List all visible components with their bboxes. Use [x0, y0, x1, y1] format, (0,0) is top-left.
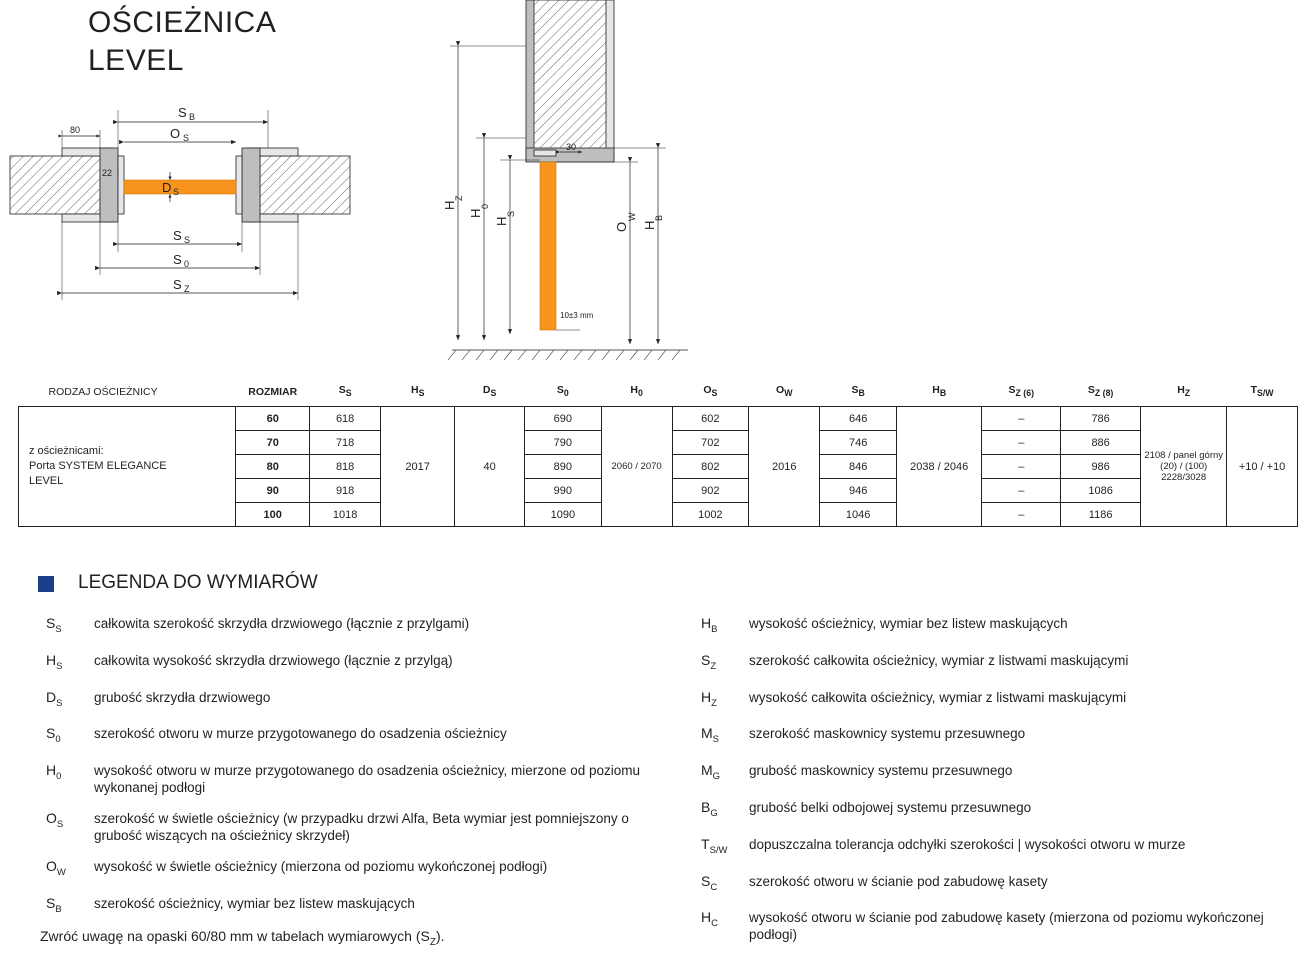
th-s0: $S_0$ — [556, 384, 569, 399]
cell-sz8: 786 — [1061, 407, 1141, 431]
th-h0: $H_0$ — [630, 384, 643, 399]
th-sz6: $S_{Z (6)}$ — [1008, 384, 1034, 399]
cell-s0: 690 — [525, 407, 602, 431]
cell-sz6: – — [982, 455, 1061, 479]
svg-text:S: S — [183, 133, 190, 143]
legend-item — [695, 799, 1295, 822]
legend-item-text: szerokość w świetle ościeżnicy (w przypadku drzwi Alfa, Beta wymiar jest pomniejszony o grubość wiszących na ościeżnicy skrzydeł) — [94, 811, 629, 844]
cell-sz8: 1186 — [1061, 503, 1141, 527]
legend-item — [40, 615, 660, 638]
legend-item-symbol: $H_C$ — [701, 909, 718, 930]
cell-os: 902 — [672, 479, 749, 503]
footnote-sub: Z — [429, 936, 436, 948]
legend-item-text: wysokość całkowita ościeżnicy, wymiar z listwami maskującymi — [749, 689, 1127, 705]
cell-os: 702 — [672, 431, 749, 455]
svg-text:S: S — [184, 235, 191, 245]
legend-item-text: dopuszczalna tolerancja odchyłki szerokości | wysokości otworu w murze — [749, 836, 1186, 852]
svg-text:S: S — [173, 228, 182, 243]
legend-item — [695, 652, 1295, 675]
legend-item-symbol: $H_Z$ — [701, 688, 717, 709]
th-hz: $H_Z$ — [1177, 384, 1191, 399]
cell-rozmiar: 80 — [236, 455, 310, 479]
cell-sz6: – — [982, 431, 1061, 455]
legend-item-text: całkowita wysokość skrzydła drzwiowego (łącznie z przylgą) — [94, 652, 453, 668]
legend-item-symbol: $S_0$ — [46, 725, 61, 746]
legend-item-symbol: $S_C$ — [701, 872, 718, 893]
legend-item — [695, 689, 1295, 712]
cell-sz6: – — [982, 479, 1061, 503]
cell-ss: 618 — [310, 407, 381, 431]
legend-item-symbol: $H_S$ — [46, 651, 63, 672]
cell-ds: 40 — [455, 407, 525, 527]
legend-item-text: całkowita szerokość skrzydła drzwiowego (łącznie z przylgami) — [94, 616, 470, 631]
legend-item-text: grubość maskownicy systemu przesuwnego — [749, 763, 1013, 779]
table-row — [19, 407, 1298, 431]
table-header-row — [19, 380, 1298, 407]
th-rodzaj: RODZAJ OŚCIEŻNICY — [48, 386, 158, 399]
svg-text:H: H — [442, 200, 457, 210]
legend-item-symbol: $D_S$ — [46, 688, 63, 709]
svg-text:S: S — [173, 187, 180, 197]
svg-text:Z: Z — [184, 284, 190, 294]
cell-h0: 2060 / 2070 — [601, 407, 672, 527]
th-tsw: $T_{S/W}$ — [1250, 384, 1274, 399]
svg-text:0: 0 — [184, 259, 190, 269]
footnote-text-after: ). — [435, 928, 445, 944]
legend-item-text: grubość skrzydła drzwiowego — [94, 689, 271, 705]
cell-s0: 890 — [525, 455, 602, 479]
legend-item — [40, 652, 660, 675]
legend-item-symbol: $S_Z$ — [701, 651, 717, 672]
legend-item-symbol: $M_S$ — [701, 725, 720, 746]
legend-item-symbol: $H_B$ — [701, 615, 718, 635]
type-label-line: LEVEL — [29, 475, 64, 488]
cell-ow: 2016 — [749, 407, 820, 527]
svg-text:H: H — [468, 208, 483, 218]
legend-item-text: szerokość ościeżnicy, wymiar bez listew maskujących — [94, 895, 415, 911]
legend-item-text: wysokość otworu w ścianie pod zabudowę kasety (mierzona od poziomu wykończonej podłogi) — [749, 910, 1264, 943]
cell-sb: 1046 — [820, 503, 897, 527]
cell-ss: 718 — [310, 431, 381, 455]
cell-sb: 846 — [820, 455, 897, 479]
cell-type — [19, 407, 236, 527]
legend-item — [695, 615, 1295, 638]
cell-os: 602 — [672, 407, 749, 431]
cell-hs: 2017 — [381, 407, 455, 527]
legend-item-text: szerokość otworu w ścianie pod zabudowę kasety — [749, 873, 1048, 889]
cell-sb: 646 — [820, 407, 897, 431]
legend-title: LEGENDA DO WYMIARÓW — [78, 572, 318, 593]
legend-item-text: grubość belki odbojowej systemu przesuwnego — [749, 799, 1032, 815]
legend-item-symbol: $S_B$ — [46, 894, 62, 915]
cell-hb: 2038 / 2046 — [896, 407, 982, 527]
cell-tsw: +10 / +10 — [1227, 407, 1298, 527]
legend-column-right — [695, 615, 1295, 957]
legend-item-symbol: $O_W$ — [46, 858, 66, 878]
cell-sb: 946 — [820, 479, 897, 503]
legend-item — [695, 909, 1295, 943]
th-ss: $S_S$ — [338, 384, 352, 399]
legend-item — [695, 725, 1295, 748]
legend-item-text: szerokość otworu w murze przygotowanego do osadzenia ościeżnicy — [94, 726, 507, 742]
legend-item-text: szerokość maskownicy systemu przesuwnego — [749, 726, 1026, 742]
legend-item-text: wysokość ościeżnicy, wymiar bez listew maskujących — [749, 616, 1068, 631]
cell-rozmiar: 100 — [236, 503, 310, 527]
cell-sb: 746 — [820, 431, 897, 455]
svg-text:H: H — [494, 216, 509, 226]
cell-ss: 818 — [310, 455, 381, 479]
cell-sz8: 986 — [1061, 455, 1141, 479]
type-label-line: z ościeżnicami: — [29, 445, 104, 458]
svg-text:O: O — [170, 126, 181, 141]
cell-s0: 1090 — [525, 503, 602, 527]
legend-item — [695, 762, 1295, 785]
type-label-line: Porta SYSTEM ELEGANCE — [29, 460, 167, 473]
cell-sz6: – — [982, 407, 1061, 431]
cell-os: 1002 — [672, 503, 749, 527]
title-line-2: LEVEL — [88, 44, 184, 77]
legend-item-symbol: $O_S$ — [46, 810, 64, 830]
legend-item-symbol: $H_0$ — [46, 762, 62, 782]
cell-rozmiar: 70 — [236, 431, 310, 455]
svg-text:D: D — [162, 180, 172, 195]
svg-text:O: O — [614, 221, 629, 232]
legend-item — [40, 725, 660, 748]
svg-text:Z: Z — [454, 195, 464, 201]
svg-text:22: 22 — [102, 168, 113, 178]
footnote — [40, 928, 445, 948]
legend-item-symbol: $T_{S/W}$ — [701, 835, 728, 856]
cell-ss: 918 — [310, 479, 381, 503]
svg-text:0: 0 — [480, 203, 490, 209]
th-os: $O_S$ — [703, 384, 718, 399]
footnote-text-before: Zwróć uwagę na opaski 60/80 mm w tabelach wymiarowych (S — [40, 928, 430, 944]
plan-section-drawing — [10, 100, 340, 350]
legend-item — [40, 858, 660, 881]
th-sb: $S_B$ — [851, 384, 865, 399]
legend-item-symbol: $M_G$ — [701, 762, 721, 782]
legend-item — [40, 762, 660, 796]
svg-text:B: B — [189, 112, 196, 122]
cell-rozmiar: 60 — [236, 407, 310, 431]
legend-item — [40, 689, 660, 712]
legend-item-text: szerokość całkowita ościeżnicy, wymiar z listwami maskującymi — [749, 652, 1129, 668]
svg-text:30: 30 — [566, 142, 577, 152]
svg-text:S: S — [506, 210, 516, 217]
svg-text:S: S — [178, 105, 187, 120]
legend-column-left — [40, 615, 660, 932]
legend-item — [40, 895, 660, 918]
th-ow: $O_W$ — [776, 384, 793, 399]
svg-text:H: H — [642, 220, 657, 230]
cell-sz8: 886 — [1061, 431, 1141, 455]
legend-item — [695, 873, 1295, 896]
elevation-section-drawing — [430, 0, 720, 370]
th-ds: $D_S$ — [482, 384, 497, 399]
legend-item-symbol: $S_S$ — [46, 615, 62, 635]
legend-bullet-icon — [38, 576, 54, 592]
cell-sz6: – — [982, 503, 1061, 527]
legend-item-symbol: $B_G$ — [701, 798, 718, 819]
legend-item — [40, 810, 660, 844]
title-line-1: OŚCIEŻNICA — [88, 6, 277, 39]
th-hs: $H_S$ — [410, 384, 425, 399]
legend-item — [695, 836, 1295, 859]
th-sz8: $S_{Z (8)}$ — [1087, 384, 1114, 399]
svg-text:80: 80 — [70, 125, 81, 135]
legend-item-text: wysokość w świetle ościeżnicy (mierzona od poziomu wykończonej podłogi) — [94, 859, 548, 875]
svg-text:S: S — [173, 277, 182, 292]
page-title — [88, 4, 276, 80]
cell-hz: 2108 / panel górny (20) / (100) 2228/3028 — [1141, 407, 1227, 527]
dimensions-table — [18, 380, 1298, 527]
th-hb: $H_B$ — [932, 384, 947, 399]
svg-text:B: B — [654, 214, 664, 221]
cell-ss: 1018 — [310, 503, 381, 527]
cell-s0: 990 — [525, 479, 602, 503]
cell-rozmiar: 90 — [236, 479, 310, 503]
svg-text:W: W — [627, 212, 637, 221]
svg-text:10±3 mm: 10±3 mm — [560, 311, 594, 320]
th-rozmiar: ROZMIAR — [248, 386, 298, 399]
svg-text:S: S — [173, 252, 182, 267]
legend-item-text: wysokość otworu w murze przygotowanego do osadzenia ościeżnicy, mierzone od poziomu wykonanej podłogi — [94, 763, 641, 796]
cell-os: 802 — [672, 455, 749, 479]
cell-s0: 790 — [525, 431, 602, 455]
cell-sz8: 1086 — [1061, 479, 1141, 503]
